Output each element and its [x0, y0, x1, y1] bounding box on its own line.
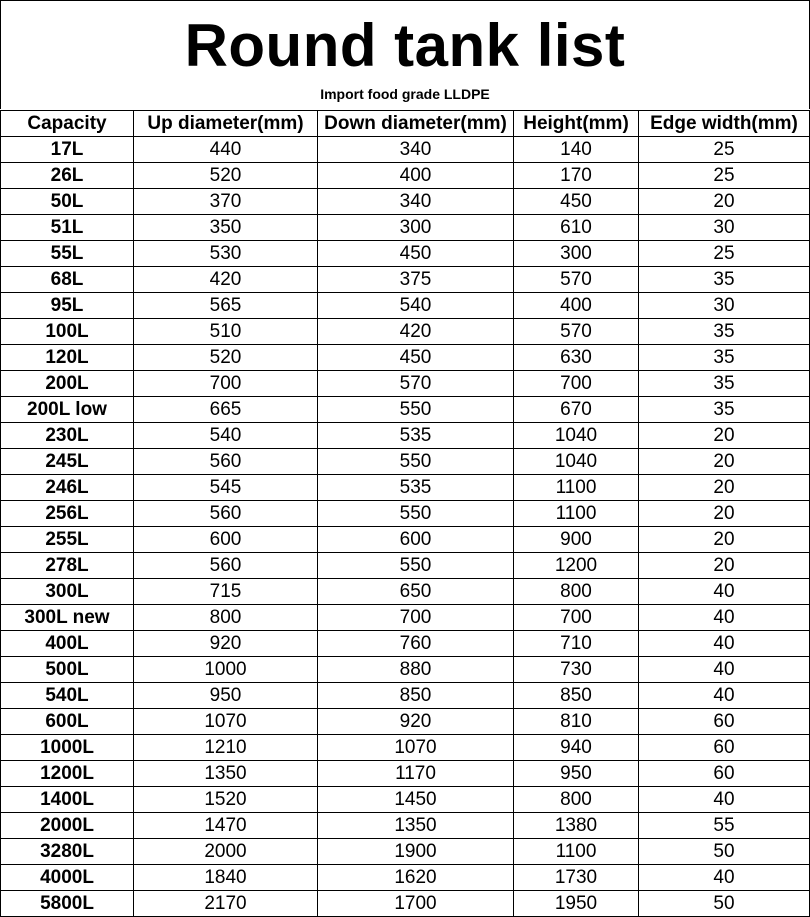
height-cell: 300	[514, 241, 639, 267]
table-row	[1, 735, 810, 761]
up-diameter-cell: 520	[134, 345, 318, 371]
tank-table	[0, 110, 810, 917]
height-cell: 950	[514, 761, 639, 787]
height-cell: 710	[514, 631, 639, 657]
down-diameter-cell: 1450	[318, 787, 514, 813]
table-row	[1, 527, 810, 553]
up-diameter-cell: 665	[134, 397, 318, 423]
table-row	[1, 137, 810, 163]
title-block	[0, 0, 810, 109]
up-diameter-cell: 2170	[134, 891, 318, 917]
page-subtitle: Import food grade LLDPE	[320, 86, 490, 102]
column-header-height: Height(mm)	[514, 111, 639, 137]
up-diameter-cell: 510	[134, 319, 318, 345]
down-diameter-cell: 850	[318, 683, 514, 709]
capacity-cell: 246L	[1, 475, 134, 501]
table-row	[1, 293, 810, 319]
edge-width-cell: 25	[639, 163, 810, 189]
up-diameter-cell: 920	[134, 631, 318, 657]
header-row	[1, 111, 810, 137]
down-diameter-cell: 340	[318, 189, 514, 215]
down-diameter-cell: 400	[318, 163, 514, 189]
height-cell: 570	[514, 267, 639, 293]
height-cell: 1200	[514, 553, 639, 579]
up-diameter-cell: 600	[134, 527, 318, 553]
down-diameter-cell: 540	[318, 293, 514, 319]
table-row	[1, 449, 810, 475]
height-cell: 450	[514, 189, 639, 215]
edge-width-cell: 20	[639, 449, 810, 475]
column-header-up-diameter: Up diameter(mm)	[134, 111, 318, 137]
capacity-cell: 400L	[1, 631, 134, 657]
edge-width-cell: 40	[639, 631, 810, 657]
up-diameter-cell: 560	[134, 449, 318, 475]
edge-width-cell: 20	[639, 189, 810, 215]
up-diameter-cell: 440	[134, 137, 318, 163]
table-body	[1, 137, 810, 917]
edge-width-cell: 60	[639, 709, 810, 735]
edge-width-cell: 35	[639, 371, 810, 397]
edge-width-cell: 60	[639, 735, 810, 761]
capacity-cell: 200L low	[1, 397, 134, 423]
table-row	[1, 241, 810, 267]
edge-width-cell: 40	[639, 579, 810, 605]
down-diameter-cell: 550	[318, 501, 514, 527]
edge-width-cell: 20	[639, 423, 810, 449]
edge-width-cell: 40	[639, 787, 810, 813]
height-cell: 570	[514, 319, 639, 345]
capacity-cell: 51L	[1, 215, 134, 241]
capacity-cell: 50L	[1, 189, 134, 215]
edge-width-cell: 50	[639, 891, 810, 917]
up-diameter-cell: 1070	[134, 709, 318, 735]
table-row	[1, 371, 810, 397]
table-row	[1, 891, 810, 917]
down-diameter-cell: 920	[318, 709, 514, 735]
height-cell: 1380	[514, 813, 639, 839]
table-row	[1, 345, 810, 371]
table-row	[1, 657, 810, 683]
up-diameter-cell: 350	[134, 215, 318, 241]
capacity-cell: 600L	[1, 709, 134, 735]
up-diameter-cell: 1520	[134, 787, 318, 813]
up-diameter-cell: 950	[134, 683, 318, 709]
column-header-edge-width: Edge width(mm)	[639, 111, 810, 137]
capacity-cell: 256L	[1, 501, 134, 527]
capacity-cell: 230L	[1, 423, 134, 449]
up-diameter-cell: 565	[134, 293, 318, 319]
table-row	[1, 631, 810, 657]
table-row	[1, 605, 810, 631]
height-cell: 730	[514, 657, 639, 683]
edge-width-cell: 35	[639, 397, 810, 423]
capacity-cell: 95L	[1, 293, 134, 319]
table-row	[1, 683, 810, 709]
edge-width-cell: 40	[639, 865, 810, 891]
capacity-cell: 120L	[1, 345, 134, 371]
up-diameter-cell: 1350	[134, 761, 318, 787]
height-cell: 630	[514, 345, 639, 371]
up-diameter-cell: 420	[134, 267, 318, 293]
down-diameter-cell: 1170	[318, 761, 514, 787]
edge-width-cell: 40	[639, 657, 810, 683]
down-diameter-cell: 1700	[318, 891, 514, 917]
up-diameter-cell: 800	[134, 605, 318, 631]
up-diameter-cell: 700	[134, 371, 318, 397]
up-diameter-cell: 560	[134, 501, 318, 527]
table-row	[1, 501, 810, 527]
height-cell: 170	[514, 163, 639, 189]
edge-width-cell: 30	[639, 293, 810, 319]
edge-width-cell: 25	[639, 241, 810, 267]
edge-width-cell: 35	[639, 267, 810, 293]
down-diameter-cell: 1070	[318, 735, 514, 761]
capacity-cell: 2000L	[1, 813, 134, 839]
capacity-cell: 300L new	[1, 605, 134, 631]
down-diameter-cell: 1620	[318, 865, 514, 891]
edge-width-cell: 60	[639, 761, 810, 787]
height-cell: 1950	[514, 891, 639, 917]
table-row	[1, 423, 810, 449]
height-cell: 400	[514, 293, 639, 319]
column-header-capacity: Capacity	[1, 111, 134, 137]
up-diameter-cell: 520	[134, 163, 318, 189]
table-row	[1, 397, 810, 423]
height-cell: 940	[514, 735, 639, 761]
height-cell: 700	[514, 371, 639, 397]
edge-width-cell: 20	[639, 553, 810, 579]
capacity-cell: 300L	[1, 579, 134, 605]
down-diameter-cell: 550	[318, 553, 514, 579]
height-cell: 140	[514, 137, 639, 163]
up-diameter-cell: 1840	[134, 865, 318, 891]
down-diameter-cell: 550	[318, 449, 514, 475]
down-diameter-cell: 340	[318, 137, 514, 163]
capacity-cell: 100L	[1, 319, 134, 345]
down-diameter-cell: 450	[318, 345, 514, 371]
table-row	[1, 709, 810, 735]
down-diameter-cell: 550	[318, 397, 514, 423]
down-diameter-cell: 1900	[318, 839, 514, 865]
height-cell: 900	[514, 527, 639, 553]
table-row	[1, 761, 810, 787]
height-cell: 1730	[514, 865, 639, 891]
table-row	[1, 267, 810, 293]
edge-width-cell: 20	[639, 527, 810, 553]
height-cell: 800	[514, 787, 639, 813]
edge-width-cell: 30	[639, 215, 810, 241]
capacity-cell: 200L	[1, 371, 134, 397]
height-cell: 810	[514, 709, 639, 735]
edge-width-cell: 25	[639, 137, 810, 163]
capacity-cell: 500L	[1, 657, 134, 683]
table-row	[1, 787, 810, 813]
table-row	[1, 215, 810, 241]
height-cell: 1040	[514, 423, 639, 449]
height-cell: 1100	[514, 839, 639, 865]
up-diameter-cell: 370	[134, 189, 318, 215]
down-diameter-cell: 760	[318, 631, 514, 657]
down-diameter-cell: 420	[318, 319, 514, 345]
down-diameter-cell: 450	[318, 241, 514, 267]
page-title: Round tank list	[184, 12, 626, 79]
down-diameter-cell: 300	[318, 215, 514, 241]
table-row	[1, 475, 810, 501]
capacity-cell: 5800L	[1, 891, 134, 917]
height-cell: 800	[514, 579, 639, 605]
up-diameter-cell: 545	[134, 475, 318, 501]
edge-width-cell: 35	[639, 345, 810, 371]
table-row	[1, 189, 810, 215]
up-diameter-cell: 1470	[134, 813, 318, 839]
height-cell: 610	[514, 215, 639, 241]
height-cell: 1040	[514, 449, 639, 475]
capacity-cell: 255L	[1, 527, 134, 553]
up-diameter-cell: 1210	[134, 735, 318, 761]
up-diameter-cell: 2000	[134, 839, 318, 865]
up-diameter-cell: 715	[134, 579, 318, 605]
height-cell: 1100	[514, 475, 639, 501]
capacity-cell: 1200L	[1, 761, 134, 787]
down-diameter-cell: 700	[318, 605, 514, 631]
capacity-cell: 1400L	[1, 787, 134, 813]
edge-width-cell: 40	[639, 683, 810, 709]
down-diameter-cell: 880	[318, 657, 514, 683]
edge-width-cell: 40	[639, 605, 810, 631]
down-diameter-cell: 535	[318, 423, 514, 449]
table-row	[1, 865, 810, 891]
down-diameter-cell: 570	[318, 371, 514, 397]
up-diameter-cell: 530	[134, 241, 318, 267]
capacity-cell: 278L	[1, 553, 134, 579]
table-row	[1, 813, 810, 839]
capacity-cell: 245L	[1, 449, 134, 475]
capacity-cell: 3280L	[1, 839, 134, 865]
down-diameter-cell: 375	[318, 267, 514, 293]
edge-width-cell: 35	[639, 319, 810, 345]
edge-width-cell: 20	[639, 501, 810, 527]
height-cell: 850	[514, 683, 639, 709]
down-diameter-cell: 600	[318, 527, 514, 553]
capacity-cell: 540L	[1, 683, 134, 709]
table-row	[1, 839, 810, 865]
column-header-down-diameter: Down diameter(mm)	[318, 111, 514, 137]
down-diameter-cell: 535	[318, 475, 514, 501]
capacity-cell: 26L	[1, 163, 134, 189]
edge-width-cell: 50	[639, 839, 810, 865]
table-row	[1, 319, 810, 345]
up-diameter-cell: 560	[134, 553, 318, 579]
down-diameter-cell: 1350	[318, 813, 514, 839]
height-cell: 670	[514, 397, 639, 423]
height-cell: 1100	[514, 501, 639, 527]
capacity-cell: 1000L	[1, 735, 134, 761]
capacity-cell: 55L	[1, 241, 134, 267]
up-diameter-cell: 1000	[134, 657, 318, 683]
capacity-cell: 4000L	[1, 865, 134, 891]
edge-width-cell: 20	[639, 475, 810, 501]
capacity-cell: 17L	[1, 137, 134, 163]
up-diameter-cell: 540	[134, 423, 318, 449]
edge-width-cell: 55	[639, 813, 810, 839]
height-cell: 700	[514, 605, 639, 631]
down-diameter-cell: 650	[318, 579, 514, 605]
capacity-cell: 68L	[1, 267, 134, 293]
table-row	[1, 553, 810, 579]
table-row	[1, 163, 810, 189]
table-row	[1, 579, 810, 605]
